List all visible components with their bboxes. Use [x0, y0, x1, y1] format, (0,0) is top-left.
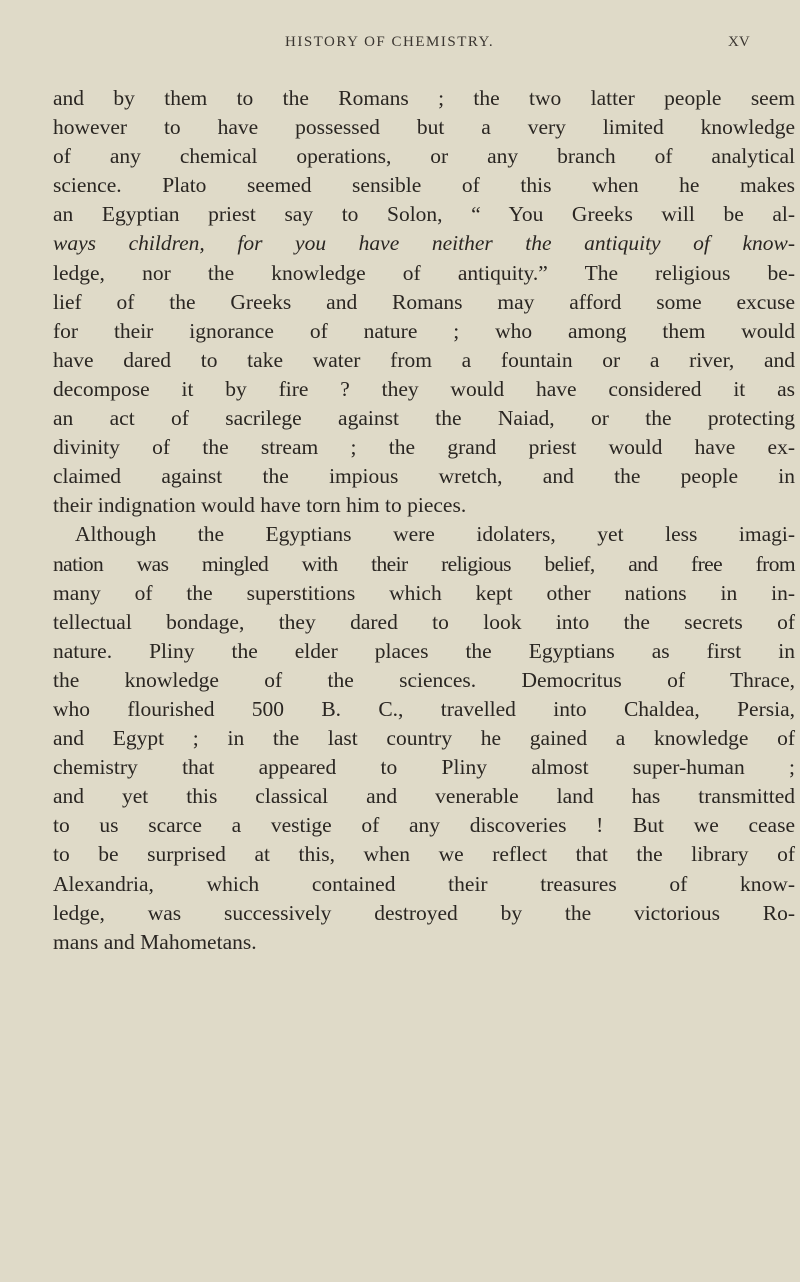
text-line: have dared to take water from a fountain or a river, and [53, 347, 795, 372]
text-line: ledge, was successively destroyed by the victorious Ro- [53, 900, 795, 925]
text-line: science. Plato seemed sensible of this when he makes [53, 173, 795, 198]
text-line: to us scarce a vestige of any discoveries ! But we cease [53, 813, 795, 838]
page-number: XV [728, 34, 750, 50]
text-line: and Egypt ; in the last country he gained a knowledge of [53, 726, 795, 751]
text-line: Alexandria, which contained their treasures of know- [53, 871, 795, 896]
text-line: an act of sacrilege against the Naiad, or the protecting [53, 406, 795, 431]
text-line: an Egyptian priest say to Solon, “ You Greeks will be al- [53, 202, 795, 227]
text-line: divinity of the stream ; the grand priest would have ex- [53, 435, 795, 460]
text-line: decompose it by fire ? they would have considered it as [53, 376, 795, 401]
text-line: nature. Pliny the elder places the Egyptians as first in [53, 638, 795, 663]
text-line: of any chemical operations, or any branch of analytical [53, 144, 795, 169]
text-line: mans and Mahometans. [53, 929, 257, 954]
text-line: ledge, nor the knowledge of antiquity.” The religious be- [53, 260, 795, 285]
page-body [53, 84, 795, 957]
text-line: who flourished 500 B. C., travelled into Chaldea, Persia, [53, 696, 795, 721]
text-line: the knowledge of the sciences. Democritus of Thrace, [53, 667, 795, 692]
text-line: claimed against the impious wretch, and the people in [53, 464, 795, 489]
running-header: HISTORY OF CHEMISTRY. [285, 34, 495, 50]
text-line: to be surprised at this, when we reflect that the library of [53, 842, 795, 867]
text-line: their indignation would have torn him to pieces. [53, 493, 467, 518]
text-line: ways children, for you have neither the antiquity of know- [53, 231, 795, 256]
text-line: lief of the Greeks and Romans may afford some excuse [53, 289, 795, 314]
text-line: nation was mingled with their religious belief, and free from [53, 551, 795, 576]
text-line: and by them to the Romans ; the two latter people seem [53, 86, 795, 110]
text-line: for their ignorance of nature ; who among them would [53, 318, 795, 343]
text-line: chemistry that appeared to Pliny almost super-human ; [53, 755, 795, 780]
text-line: many of the superstitions which kept other nations in in- [53, 580, 795, 605]
text-line: Although the Egyptians were idolaters, yet less imagi- [75, 522, 795, 547]
text-line: tellectual bondage, they dared to look into the secrets of [53, 609, 795, 634]
text-line: and yet this classical and venerable land has transmitted [53, 784, 795, 809]
text-line: however to have possessed but a very limited knowledge [53, 115, 795, 140]
